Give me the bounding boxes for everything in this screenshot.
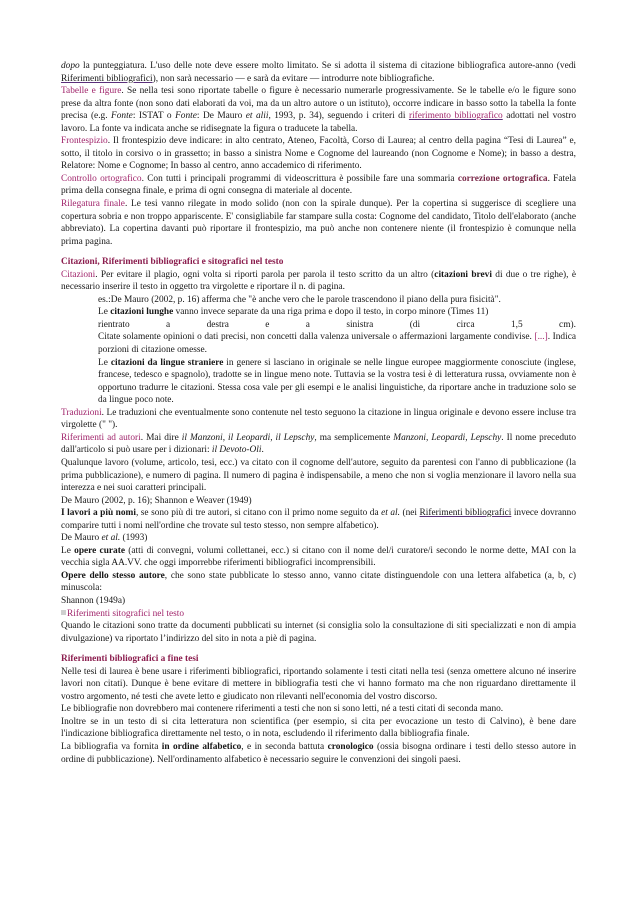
- section-heading-citazioni: Citazioni, Riferimenti bibliografici e sitografici nel testo: [61, 257, 284, 268]
- spread-word: destra: [206, 319, 229, 330]
- term-citazioni: Citazioni: [61, 269, 96, 280]
- spread-word: a: [305, 319, 310, 330]
- paragraph-opere-curate: Le opere curate (atti di convegni, volumi collettanei, ecc.) si citano con il nome del/i curatore/i secondo le norme dette, MAI con la vecchia sigla AA.VV. che oggi imporrebbe riferimenti bibliografici incomprensibili.: [61, 545, 576, 569]
- spread-word: 1,5: [510, 319, 523, 330]
- spread-word: cm).: [559, 319, 576, 330]
- section-heading-bibliografia: Riferimenti bibliografici a fine tesi: [61, 654, 199, 665]
- paragraph-bibliografia-1: Nelle tesi di laurea è bene usare i riferimenti bibliografici, riportando solamente i testi citati nella tesi (senza omettere alcuno né inserire lavori non citati). Dunque è bene evitare di mettere in bibliografia testi che vi hanno formato ma che non riguardano direttamente il vostro argomento, né testi che avete letto e giudicato non rilevanti nell'economia del vostro discorso.: [61, 666, 576, 702]
- paragraph-tabelle-figure: Tabelle e figure. Se nella tesi sono riportate tabelle o figure è necessario numerarle progressivamente. Se le tabelle e/o le figure sono prese da altra fonte (non sono dati elaborati da voi, ma da un altro autore o un istituto), occorre indicare in basso sotto la tabella la fonte precisa (e.g. Fonte: ISTAT o Fonte: De Mauro et alii, 1993, p. 34), seguendo i criteri di riferimento bibliografico adottati nel vostro lavoro. La fonte va indicata anche se ridisegnate la figura o traducete la tabella.: [61, 86, 576, 134]
- omission-marker: [...]: [534, 332, 548, 343]
- term-tabelle-figure: Tabelle e figure: [61, 86, 122, 97]
- paragraph-citazioni: Citazioni. Per evitare il plagio, ogni volta si riporti parola per parola il testo scritto da un altro (citazioni brevi di due o tre righe), è necessario inserire il testo in oggetto tra virgolette e riportare il n. di pagina.: [61, 269, 576, 293]
- spread-word: e: [265, 319, 270, 330]
- paragraph-bibliografia-4: La bibliografia va fornita in ordine alfabetico, e in seconda battuta cronologico (ossia bisogna ordinare i testi dello stesso autore in ordine di pubblicazione). Nell'ordinamento alfabetico è necessario seguire le convenzioni dei singoli paesi.: [61, 741, 577, 765]
- paragraph-citazioni-lunghe: Le citazioni lunghe vanno invece separate da una riga prima e dopo il testo, in corpo minore (Times 11): [98, 307, 489, 318]
- paragraph-opinioni: Citate solamente opinioni o dati precisi, non concetti dalla valenza universale o affermazioni largamente condivise. [...]. Indica porzioni di citazione omesse.: [98, 332, 576, 356]
- paragraph-sitografici: Quando le citazioni sono tratte da documenti pubblicati su internet (si consiglia solo la consultazione di siti specializzati e non di ampia divulgazione) va riportato l’indirizzo del sito in nota a piè di pagina.: [61, 621, 576, 644]
- example-reference-3: Shannon (1949a): [61, 595, 126, 606]
- paragraph-riferimenti-autori: Riferimenti ad autori. Mai dire il Manzoni, il Leopardi, il Lepschy, ma semplicemente Manzoni, Leopardi, Lepschy. Il nome preceduto dall'articolo si può usare per i dizionari: il Devoto-Oli.: [61, 432, 576, 456]
- subheading-sitografici: Riferimenti sitografici nel testo: [61, 608, 576, 621]
- term-traduzioni: Traduzioni: [61, 407, 102, 418]
- paragraph-traduzioni: Traduzioni. Le traduzioni che eventualmente sono contenute nel testo seguono la citazione in lingua originale e devono essere incluse tra virgolette (" ").: [61, 407, 576, 431]
- paragraph-stesso-autore: Opere dello stesso autore, che sono state pubblicate lo stesso anno, vanno citate distinguendole con una lettera alfabetica (a, b, c) minuscola:: [61, 570, 576, 594]
- link-riferimenti-bibliografici[interactable]: Riferimenti bibliografici: [61, 73, 153, 84]
- paragraph-controllo-ortografico: Controllo ortografico. Con tutti i principali programmi di videoscrittura è possibile fare una sommaria correzione ortografica. Fatela prima della consegna finale, e prima di ogni consegna di materiale al docente.: [61, 173, 576, 197]
- document-page: [61, 60, 576, 766]
- justified-spread-line: [98, 319, 576, 332]
- paragraph-note-usage: dopo la punteggiatura. L'uso delle note deve essere molto limitato. Se si adotta il sistema di citazione bibliografica autore-anno (vedi Riferimenti bibliografici), non sarà necessario — e sarà da evitare — introdurre note bibliografiche.: [61, 61, 576, 84]
- spread-word: a: [166, 319, 171, 330]
- paragraph-bibliografia-2: Le bibliografie non dovrebbero mai contenere riferimenti a testi che non si sono letti, né a testi citati di seconda mano.: [61, 704, 504, 715]
- term-frontespizio: Frontespizio: [61, 136, 108, 147]
- link-riferimento-bibliografico[interactable]: riferimento bibliografico: [408, 111, 503, 122]
- spread-word: sinistra: [346, 319, 374, 330]
- paragraph-lingue-straniere: Le citazioni da lingue straniere in genere si lasciano in originale se nelle lingue europee maggiormente conosciute (inglese, francese, tedesco e spagnolo), tradotte se in lingue meno note. Tuttavia se la vostra tesi è di letteratura russa, ovviamente non è opportuno tradurre le citazioni. Stessa cosa vale per gli esempi e le analisi linguistiche, da riportare anche in traduzione solo se da lingue poco note.: [98, 357, 576, 406]
- example-reference-2: De Mauro et al. (1993): [61, 533, 148, 544]
- paragraph-rilegatura: Rilegatura finale. Le tesi vanno rilegate in modo solido (non con la spirale dunque). Per la copertina si suggerisce di scegliere una copertura sobria e non troppo appariscente. E' consigliabile far stampare sulla costa: Cognome del candidato, Titolo dell'elaborato (anche abbreviato). La copertina davanti può riportare il frontespizio, ma può anche non contenere niente (il frontespizio è comunque nella prima pagina.: [61, 199, 576, 247]
- example-citation: es.:De Mauro (2002, p. 16) afferma che "è anche vero che le parole trascendono il piano della pura fisicità".: [98, 294, 501, 305]
- spread-word: circa: [456, 319, 475, 330]
- spread-word: rientrato: [98, 319, 130, 330]
- paragraph-qualunque-lavoro: Qualunque lavoro (volume, articolo, tesi, ecc.) va citato con il cognome dell'autore, seguito da parentesi con l'anno di pubblicazione (la prima pubblicazione), e numero di pagina. Il numero di pagina è indispensabile, a meno che non si voglia menzionare il lavoro nella sua interezza e nei suoi caratteri principali.: [61, 457, 576, 494]
- spread-word: (di: [409, 319, 421, 330]
- paragraph-bibliografia-3: Inoltre se in un testo di si cita letteratura non scientifica (per esempio, si cita per evocazione un testo di Calvino), è bene dare l'indicazione bibliografica direttamente nel testo, o in nota, escludendo il riferimento dalla bibliografia finale.: [61, 716, 576, 740]
- term-controllo-ortografico: Controllo ortografico: [61, 173, 142, 184]
- paragraph-lavori-piu-nomi: I lavori a più nomi, se sono più di tre autori, si citano con il primo nome seguito da et al. (nei Riferimenti bibliografici invece dovranno comparire tutti i nomi nell'ordine che trovate sul testo stesso, non sempre alfabetico).: [61, 508, 576, 531]
- term-rilegatura: Rilegatura finale: [61, 199, 125, 210]
- paragraph-frontespizio: Frontespizio. Il frontespizio deve indicare: in alto centrato, Ateneo, Facoltà, Corso di Laurea; al centro della pagina “Tesi di Laurea” e, sotto, il titolo in corsivo o in grassetto; in basso a sinistra Nome e Cognome del laureando (non Cognome e Nome); in basso a destra, Relatore: Nome e Cognome; In basso al centro, anno accademico di riferimento.: [61, 136, 576, 172]
- link-riferimenti-bibliografici-2[interactable]: Riferimenti bibliografici: [419, 508, 512, 519]
- example-reference-1: De Mauro (2002, p. 16); Shannon e Weaver (1949): [61, 495, 252, 506]
- bullet-square-icon: [61, 610, 66, 615]
- term-riferimenti-autori: Riferimenti ad autori: [61, 432, 141, 443]
